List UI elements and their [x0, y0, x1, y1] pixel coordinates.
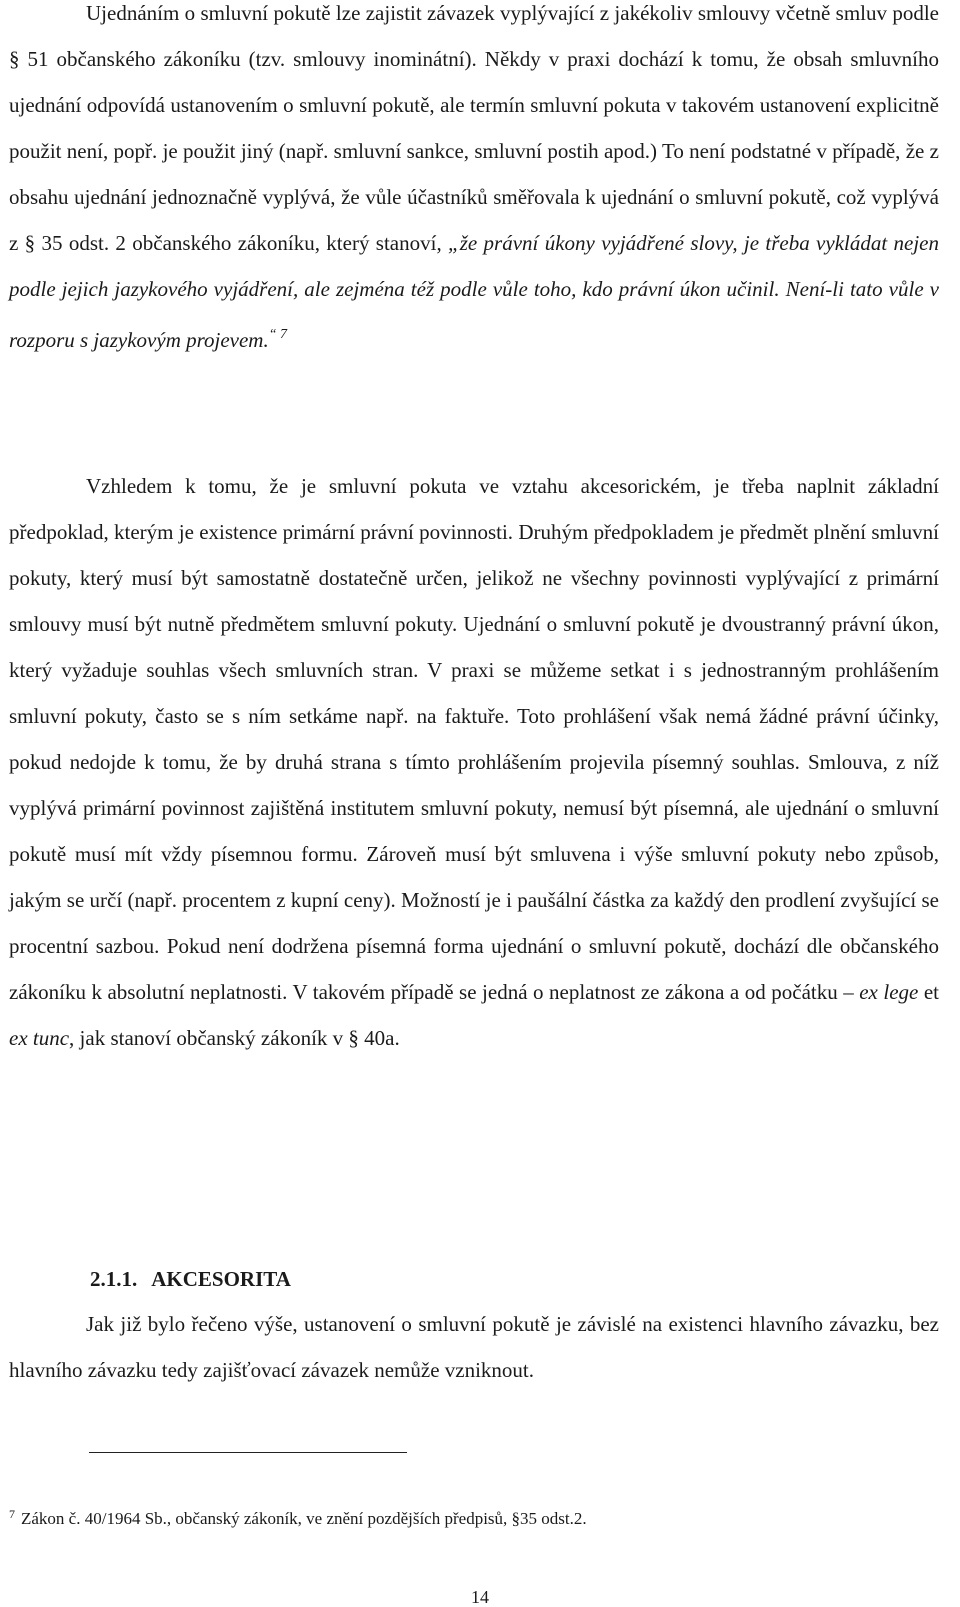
page-number: 14 [471, 1587, 489, 1607]
paragraph-akcesoricky-vztah [9, 463, 939, 1061]
paragraph-text-end: , jak stanoví občanský zákoník v § 40a. [69, 1026, 400, 1050]
section-title: AKCESORITA [151, 1267, 291, 1291]
footnote-separator [89, 1452, 407, 1453]
quoted-law-text: „že právní úkony vyjádřené slovy, je třeba vykládat nejen podle jejich jazykového vyjádření, ale zejména též podle vůle toho, kdo právní úkon učinil. Není-li tato vůle v rozporu s jazykovým projevem. [9, 231, 940, 352]
footnote-text: Zákon č. 40/1964 Sb., občanský zákoník, ve znění pozdějších předpisů, §35 odst.2. [21, 1509, 587, 1528]
paragraph-text: Jak již bylo řečeno výše, ustanovení o smluvní pokutě je závislé na existenci hlavního závazku, bez hlavního závazku tedy zajišťovací závazek nemůže vzniknout. [9, 1312, 939, 1382]
paragraph-akcesorita [9, 1301, 939, 1393]
footnote-reference: “ 7 [268, 327, 288, 342]
latin-term-ex-lege: ex lege [859, 980, 919, 1004]
latin-term-ex-tunc: ex tunc [9, 1026, 70, 1050]
paragraph-text-connector: et [918, 980, 940, 1004]
footnote [9, 1503, 587, 1530]
footnote-number: 7 [9, 1507, 15, 1521]
paragraph-text: Ujednáním o smluvní pokutě lze zajistit závazek vyplývající z jakékoliv smlouvy včetně smluv podle § 51 občanského zákoníku (tzv. smlouvy inominátní). Někdy v praxi dochází k tomu, že obsah smluvního ujednání odpovídá ustanovením o smluvní pokutě, ale termín smluvní pokuta v takovém ustanovení explicitně použit není, popř. je použit jiný (např. smluvní sankce, smluvní postih apod.) To není podstatné v případě, že z obsahu ujednání jednoznačně vyplývá, že vůle účastníků směřovala k ujednání o smluvní pokutě, což vyplývá z § 35 odst. 2 občanského zákoníku, který stanoví, [9, 1, 939, 255]
section-heading [90, 1264, 291, 1294]
paragraph-text: Vzhledem k tomu, že je smluvní pokuta ve vztahu akcesorickém, je třeba naplnit základní předpoklad, kterým je existence primární právní povinnosti. Druhým předpokladem je předmět plnění smluvní pokuty, který musí být samostatně dostatečně určen, jelikož ne všechny povinnosti vyplývající z primární smlouvy musí být nutně předmětem smluvní pokuty. Ujednání o smluvní pokutě je dvoustranný právní úkon, který vyžaduje souhlas všech smluvních stran. V praxi se můžeme setkat i s jednostranným prohlášením smluvní pokuty, často se s ním setkáme např. na faktuře. Toto prohlášení však nemá žádné právní účinky, pokud nedojde k tomu, že by druhá strana s tímto prohlášením projevila písemný souhlas. Smlouva, z níž vyplývá primární povinnost zajištěná institutem smluvní pokuty, nemusí být písemná, ale ujednání o smluvní pokutě musí mít vždy písemnou formu. Zároveň musí být smluvena i výše smluvní pokuty nebo způsob, jakým se určí (např. procentem z kupní ceny). Možností je i paušální částka za každý den prodlení zvyšující se procentní sazbou. Pokud není dodržena písemná forma ujednání o smluvní pokutě, dochází dle občanského zákoníku k absolutní neplatnosti. V takovém případě se jedná o neplatnost ze zákona a od počátku – [9, 474, 939, 1004]
section-number: 2.1.1. [90, 1267, 138, 1291]
paragraph-smluvni-pokuta-ujednani [9, 0, 939, 363]
